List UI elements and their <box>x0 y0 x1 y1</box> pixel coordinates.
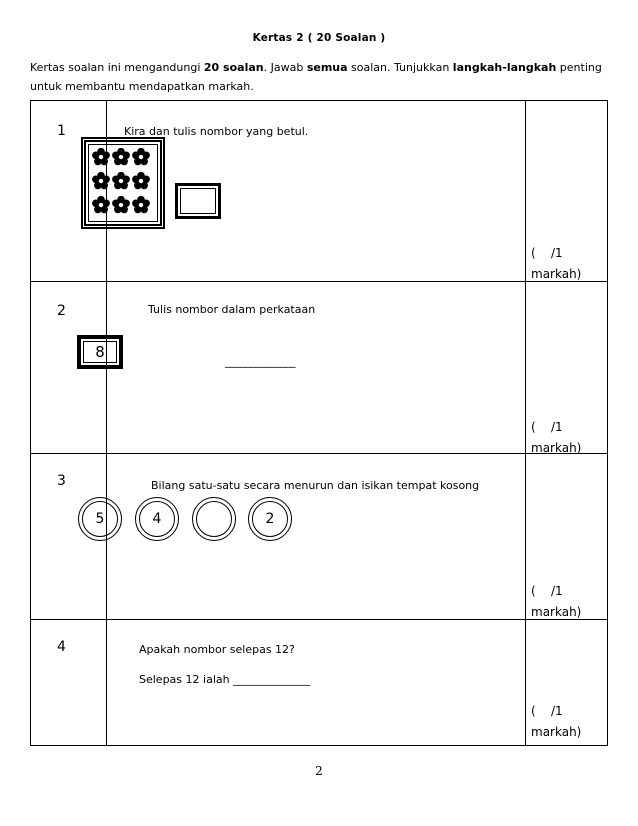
answer-box[interactable] <box>175 183 221 219</box>
question-row-3 <box>31 453 607 620</box>
number-circle: 5 <box>78 497 122 541</box>
flower-icon <box>132 148 150 166</box>
question-row-1 <box>31 101 607 282</box>
marks-label: ( /1 markah) <box>531 246 582 281</box>
column-divider <box>525 281 526 453</box>
number-circle: 4 <box>135 497 179 541</box>
number-box: 8 <box>77 335 123 369</box>
marks-label: ( /1 markah) <box>531 420 582 455</box>
flower-icon <box>92 172 110 190</box>
paper-title: Kertas 2 ( 20 Soalan ) <box>252 32 386 44</box>
question-row-2 <box>31 281 607 454</box>
question-text: Kira dan tulis nombor yang betul. <box>124 125 309 138</box>
question-table <box>30 100 608 746</box>
marks-label: ( /1 markah) <box>531 584 582 619</box>
flower-icon <box>132 196 150 214</box>
blank-circle[interactable] <box>192 497 236 541</box>
instructions: Kertas soalan ini mengandungi 20 soalan. Jawab semua soalan. Tunjukkan langkah-langkah penting untuk membantu mendapatkan markah. <box>30 61 602 93</box>
column-divider <box>525 453 526 619</box>
column-divider <box>106 619 107 745</box>
question-text: Bilang satu-satu secara menurun dan isikan tempat kosong <box>151 479 480 492</box>
page-number: 2 <box>315 764 323 778</box>
number-circle: 2 <box>248 497 292 541</box>
answer-line[interactable]: ______________ <box>225 355 295 368</box>
flower-icon <box>92 196 110 214</box>
flower-icon <box>112 196 130 214</box>
column-divider <box>525 101 526 281</box>
question-text: Tulis nombor dalam perkataan <box>148 303 316 316</box>
question-number: 2 <box>57 303 66 319</box>
question-number: 1 <box>57 123 66 139</box>
flower-icon <box>92 148 110 166</box>
marks-label: ( /1 markah) <box>531 704 582 739</box>
answer-sentence[interactable]: Selepas 12 ialah ______________ <box>139 673 311 686</box>
question-text: Apakah nombor selepas 12? <box>139 643 295 656</box>
flower-icon <box>112 148 130 166</box>
question-row-4 <box>31 619 607 745</box>
question-number: 3 <box>57 473 66 489</box>
flower-icon <box>132 172 150 190</box>
question-number: 4 <box>57 639 66 655</box>
column-divider <box>525 619 526 745</box>
flower-icon <box>112 172 130 190</box>
flower-picture-box <box>81 137 165 229</box>
